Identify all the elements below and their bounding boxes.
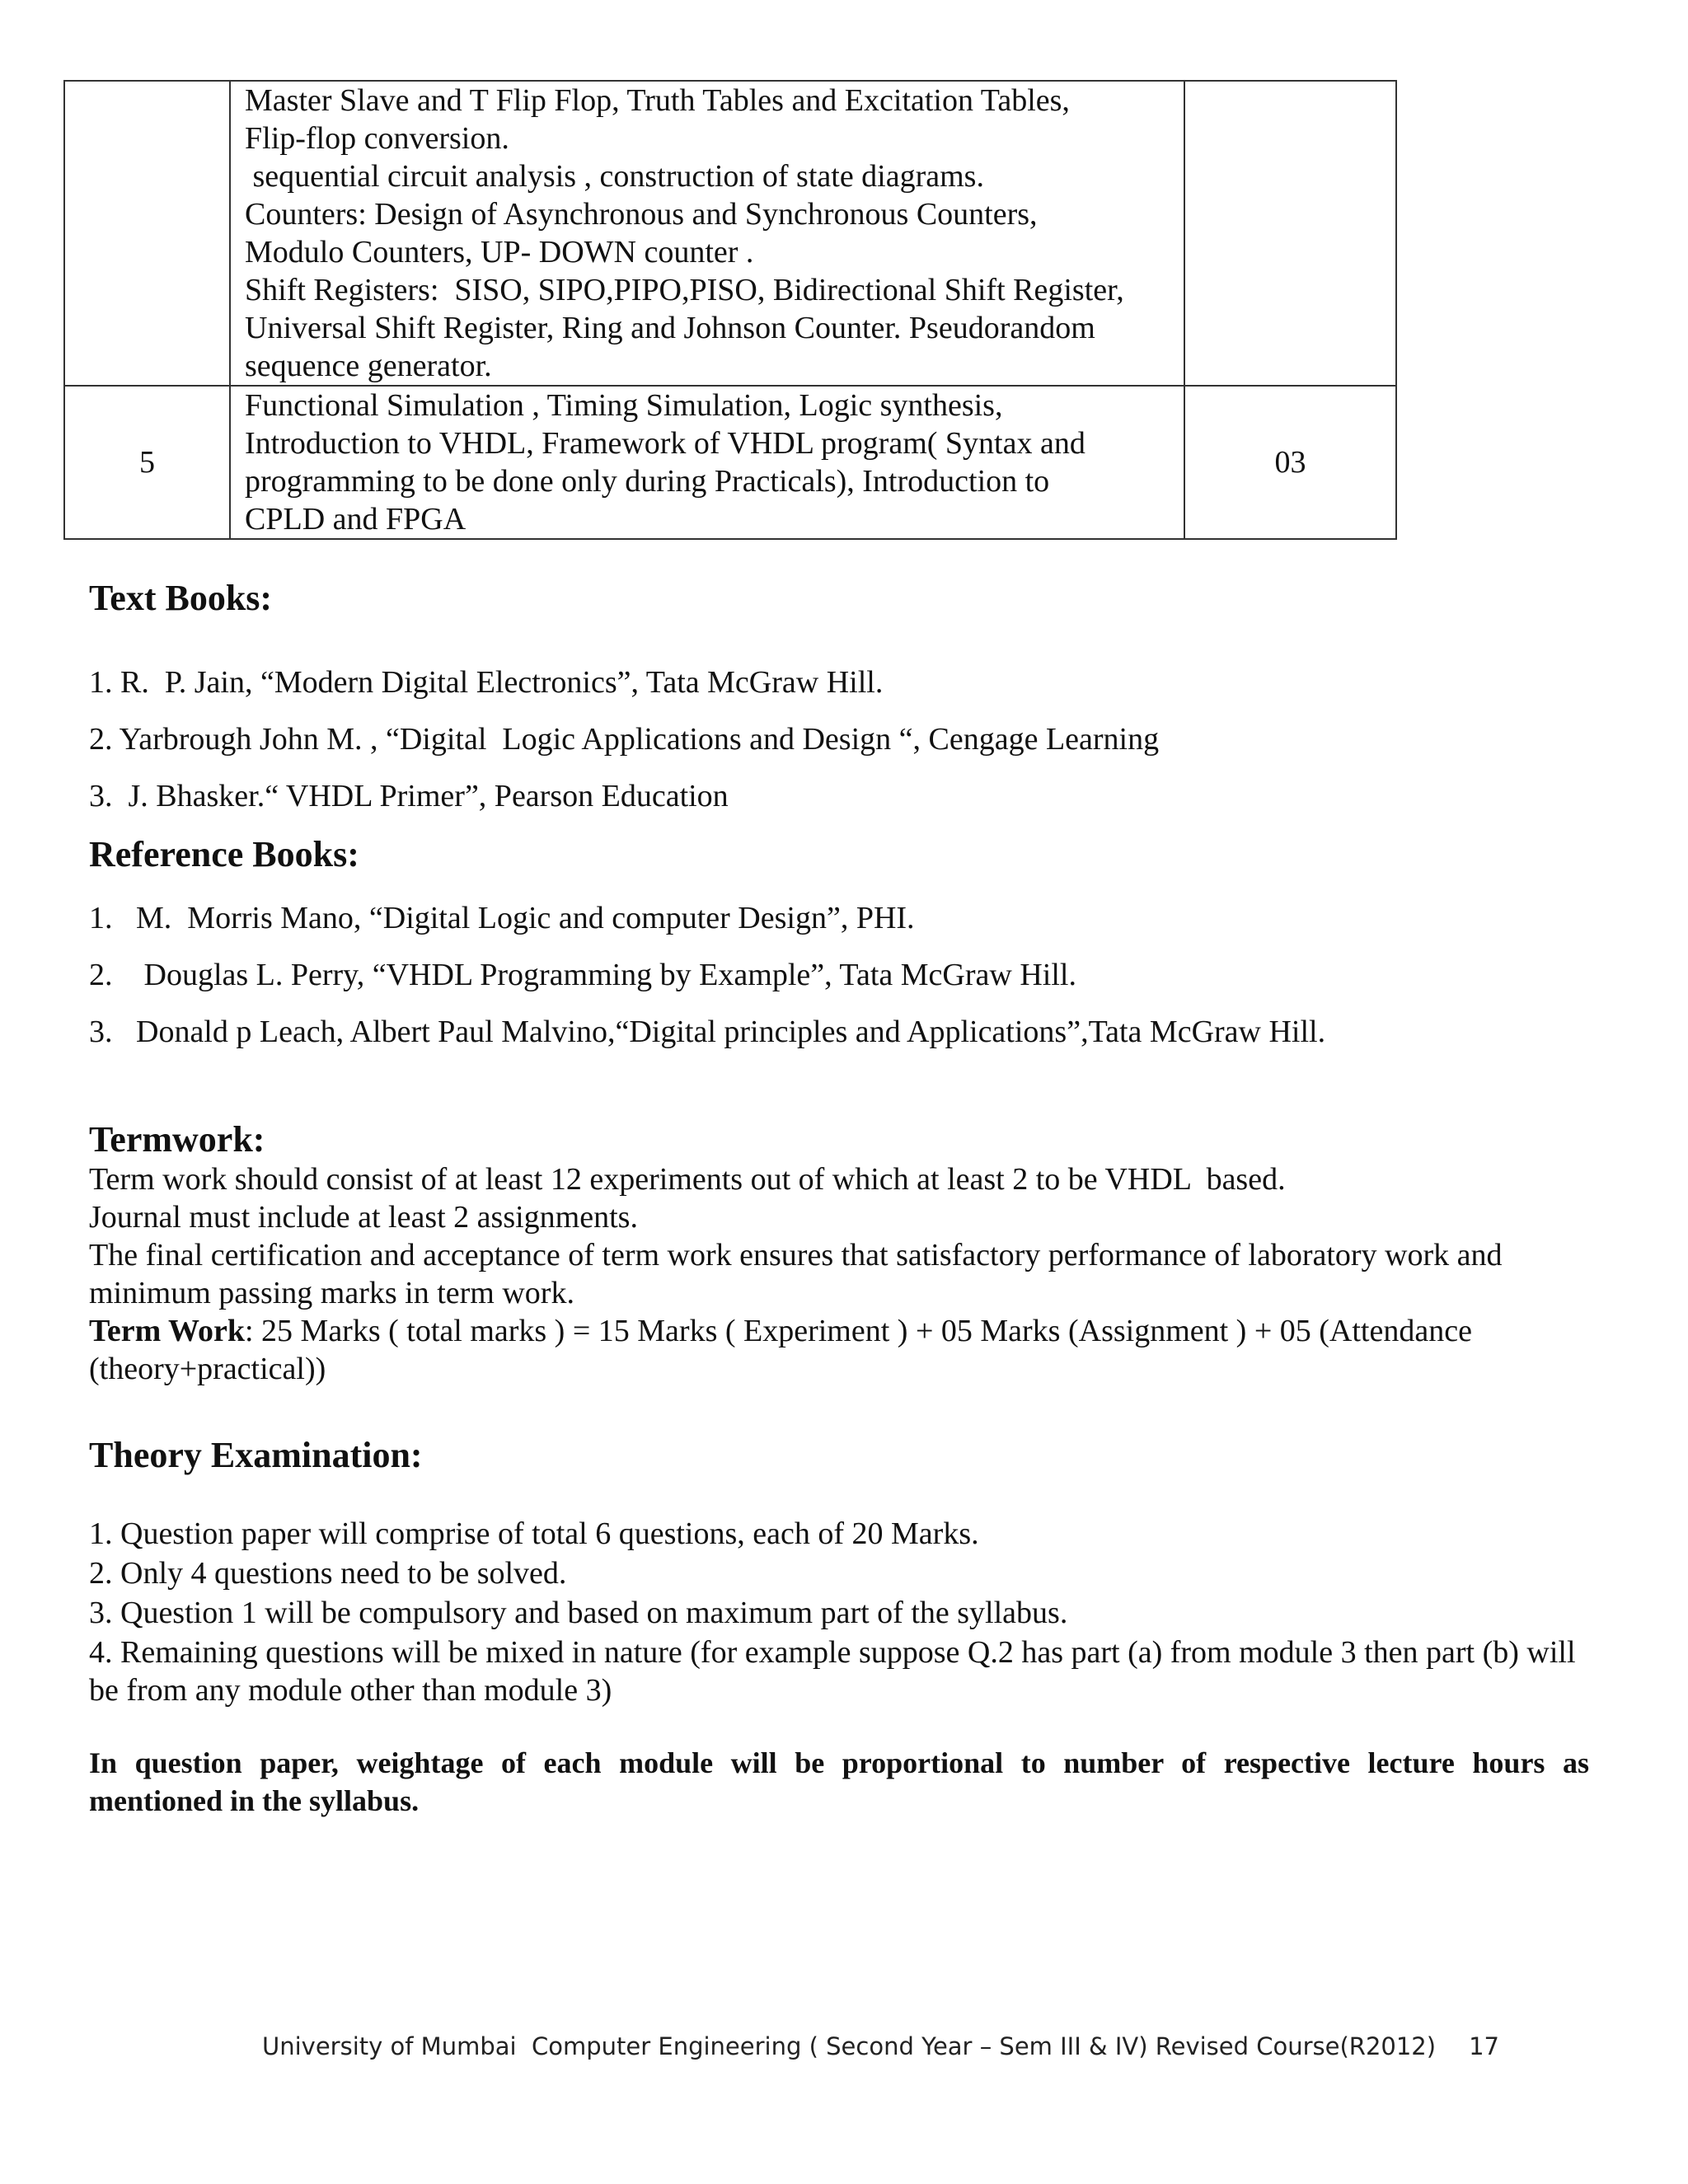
content-line: Master Slave and T Flip Flop, Truth Tables and Excitation Tables, — [245, 83, 1070, 118]
module-number-cell: 5 — [64, 386, 230, 539]
theory-exam-line: 1. Question paper will comprise of total 6 questions, each of 20 Marks. — [89, 1516, 979, 1551]
module-content-cell — [230, 386, 1184, 539]
module-number-cell — [64, 81, 230, 386]
reference-book-item: 1. M. Morris Mano, “Digital Logic and computer Design”, PHI. — [89, 901, 915, 935]
term-work-marks: : 25 Marks ( total marks ) = 15 Marks ( Experiment ) + 05 Marks (Assignment ) + 05 (Attendance — [244, 1314, 1472, 1348]
content-line: sequence generator. — [245, 349, 492, 383]
reference-books-heading: Reference Books: — [89, 834, 359, 874]
theory-exam-line: 2. Only 4 questions need to be solved. — [89, 1556, 567, 1591]
module-content-cell — [230, 81, 1184, 386]
table-row — [64, 81, 1396, 386]
content-line: Functional Simulation , Timing Simulation, Logic synthesis, — [245, 388, 1003, 423]
termwork-marks-line-2: (theory+practical)) — [89, 1352, 326, 1386]
termwork-line: minimum passing marks in term work. — [89, 1276, 574, 1310]
hours-cell: 03 — [1184, 386, 1396, 539]
content-line: Modulo Counters, UP- DOWN counter . — [245, 235, 754, 269]
page-number: 17 — [1469, 2032, 1499, 2060]
content-line: programming to be done only during Practicals), Introduction to — [245, 464, 1050, 499]
text-book-item: 2. Yarbrough John M. , “Digital Logic Applications and Design “, Cengage Learning — [89, 722, 1160, 757]
reference-book-item: 2. Douglas L. Perry, “VHDL Programming by Example”, Tata McGraw Hill. — [89, 958, 1076, 992]
theory-exam-line: 3. Question 1 will be compulsory and based on maximum part of the syllabus. — [89, 1596, 1068, 1630]
text-book-item: 1. R. P. Jain, “Modern Digital Electronics”, Tata McGraw Hill. — [89, 665, 884, 700]
page-footer — [262, 2032, 1499, 2061]
termwork-line: The final certification and acceptance of term work ensures that satisfactory performance of laboratory work and — [89, 1238, 1503, 1272]
weightage-note — [89, 1744, 1589, 1820]
table-row — [64, 386, 1396, 539]
termwork-heading: Termwork: — [89, 1119, 265, 1160]
termwork-line: Journal must include at least 2 assignments. — [89, 1200, 638, 1235]
hours-cell — [1184, 81, 1396, 386]
termwork-line: Term work should consist of at least 12 experiments out of which at least 2 to be VHDL based. — [89, 1162, 1286, 1197]
content-line: Counters: Design of Asynchronous and Synchronous Counters, — [245, 197, 1038, 232]
theory-exam-line: be from any module other than module 3) — [89, 1673, 612, 1708]
weightage-note-line: mentioned in the syllabus. — [89, 1784, 420, 1817]
content-line: Shift Registers: SISO, SIPO,PIPO,PISO, Bidirectional Shift Register, — [245, 273, 1124, 307]
text-books-heading: Text Books: — [89, 578, 273, 618]
theory-exam-heading: Theory Examination: — [89, 1435, 423, 1475]
syllabus-table — [63, 80, 1397, 540]
content-line: sequential circuit analysis , construction of state diagrams. — [245, 159, 984, 194]
weightage-note-line: In question paper, weightage of each module will be proportional to number of respective lecture hours as — [89, 1746, 1589, 1779]
content-line: Introduction to VHDL, Framework of VHDL program( Syntax and — [245, 426, 1085, 461]
content-line: CPLD and FPGA — [245, 502, 467, 537]
footer-text: University of Mumbai Computer Engineering ( Second Year – Sem III & IV) Revised Course(R2012) — [262, 2032, 1437, 2060]
reference-book-item: 3. Donald p Leach, Albert Paul Malvino,“Digital principles and Applications”,Tata McGraw Hill. — [89, 1015, 1326, 1049]
content-line: Universal Shift Register, Ring and Johnson Counter. Pseudorandom — [245, 311, 1095, 345]
termwork-marks-line — [89, 1312, 1472, 1350]
theory-exam-line: 4. Remaining questions will be mixed in nature (for example suppose Q.2 has part (a) from module 3 then part (b) will — [89, 1635, 1576, 1670]
term-work-label: Term Work — [89, 1314, 245, 1348]
text-book-item: 3. J. Bhasker.“ VHDL Primer”, Pearson Education — [89, 779, 729, 813]
content-line: Flip-flop conversion. — [245, 121, 509, 156]
